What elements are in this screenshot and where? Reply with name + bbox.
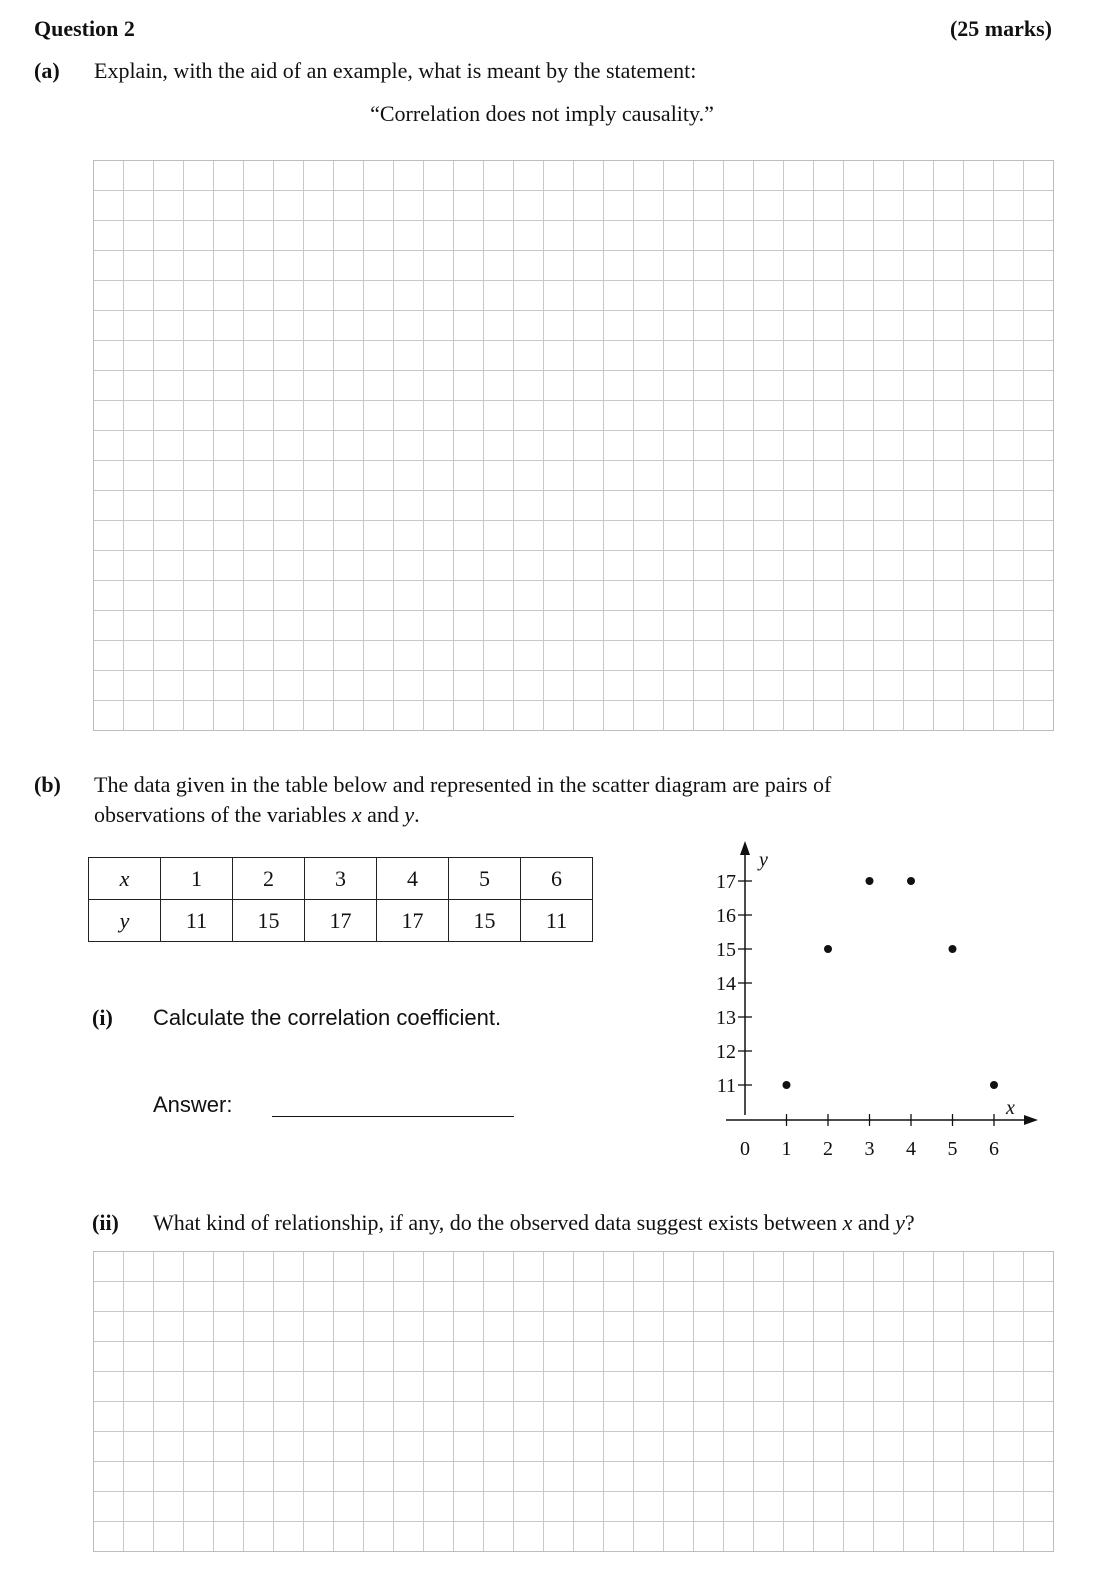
x-axis-arrow [1024, 1115, 1038, 1125]
sub-ii-prompt [153, 1208, 915, 1238]
question-title: Question 2 [34, 16, 135, 41]
part-a-quote: “Correlation does not imply causality.” [370, 101, 714, 126]
table-row-x [89, 858, 593, 900]
data-point [990, 1081, 998, 1089]
table-cell: 17 [377, 900, 449, 942]
answer-line[interactable] [272, 1116, 514, 1117]
y-tick-label: 12 [716, 1041, 736, 1063]
table-cell: 3 [305, 858, 377, 900]
table-cell: 2 [233, 858, 305, 900]
y-tick-label: 13 [716, 1007, 736, 1029]
sub-ii-var-x: x [842, 1210, 853, 1235]
intro-var-y: y [404, 802, 415, 827]
x-tick-label: 5 [947, 1138, 958, 1160]
sub-i-prompt: Calculate the correlation coefficient. [153, 1005, 502, 1030]
y-axis-arrow [740, 841, 750, 855]
table-cell: 17 [305, 900, 377, 942]
part-b-label: (b) [34, 772, 61, 797]
y-axis-label: y [759, 849, 768, 871]
y-tick-label: 17 [716, 871, 736, 893]
answer-label: Answer: [153, 1092, 233, 1117]
table-cell: 1 [161, 858, 233, 900]
y-tick-label: 11 [716, 1075, 736, 1097]
y-tick-label: 16 [716, 905, 736, 927]
part-b-intro-line2 [94, 800, 420, 830]
data-point [949, 945, 957, 953]
intro-text: observations of the variables [94, 802, 352, 827]
scatter-diagram [690, 835, 1050, 1165]
table-cell: 15 [233, 900, 305, 942]
data-point [824, 945, 832, 953]
x-ticks [740, 1114, 999, 1160]
table-cell: 15 [449, 900, 521, 942]
part-a-prompt: Explain, with the aid of an example, what is meant by the statement: [94, 58, 697, 83]
table-cell: 5 [449, 858, 521, 900]
intro-end: . [414, 802, 420, 827]
part-a-label: (a) [34, 58, 60, 83]
sub-ii-var-y: y [895, 1210, 905, 1235]
data-point [866, 877, 874, 885]
y-tick-label: 14 [716, 973, 736, 995]
data-point [907, 877, 915, 885]
intro-var-x: x [351, 802, 362, 827]
table-cell: 11 [161, 900, 233, 942]
x-tick-label: 2 [823, 1138, 833, 1160]
sub-ii-and: and [852, 1210, 896, 1235]
x-tick-label: 3 [864, 1138, 875, 1160]
intro-and: and [361, 802, 405, 827]
question-marks: (25 marks) [949, 16, 1052, 41]
table-row-y [89, 900, 593, 942]
sub-ii-text: What kind of relationship, if any, do the observed data suggest exists between [153, 1210, 843, 1235]
x-axis-label: x [1006, 1097, 1015, 1119]
sub-ii-label: (ii) [92, 1210, 119, 1235]
part-b-intro-line1: The data given in the table below and represented in the scatter diagram are pairs of [94, 772, 832, 797]
sub-ii-end: ? [904, 1210, 915, 1235]
data-point [783, 1081, 791, 1089]
x-tick-label: 0 [740, 1138, 750, 1160]
x-tick-label: 1 [781, 1138, 792, 1160]
table-cell: 4 [377, 858, 449, 900]
sub-i-label: (i) [92, 1005, 113, 1030]
table-cell: 11 [521, 900, 593, 942]
answer-grid-a[interactable] [93, 160, 1054, 731]
table-x-label: x [89, 858, 161, 900]
y-ticks [716, 871, 752, 1097]
x-tick-label: 4 [906, 1138, 916, 1160]
answer-grid-b-ii[interactable] [93, 1251, 1054, 1552]
data-points [783, 877, 999, 1089]
y-tick-label: 15 [716, 939, 736, 961]
table-cell: 6 [521, 858, 593, 900]
table-y-label: y [89, 900, 161, 942]
data-table [88, 857, 593, 942]
x-tick-label: 6 [989, 1138, 999, 1160]
